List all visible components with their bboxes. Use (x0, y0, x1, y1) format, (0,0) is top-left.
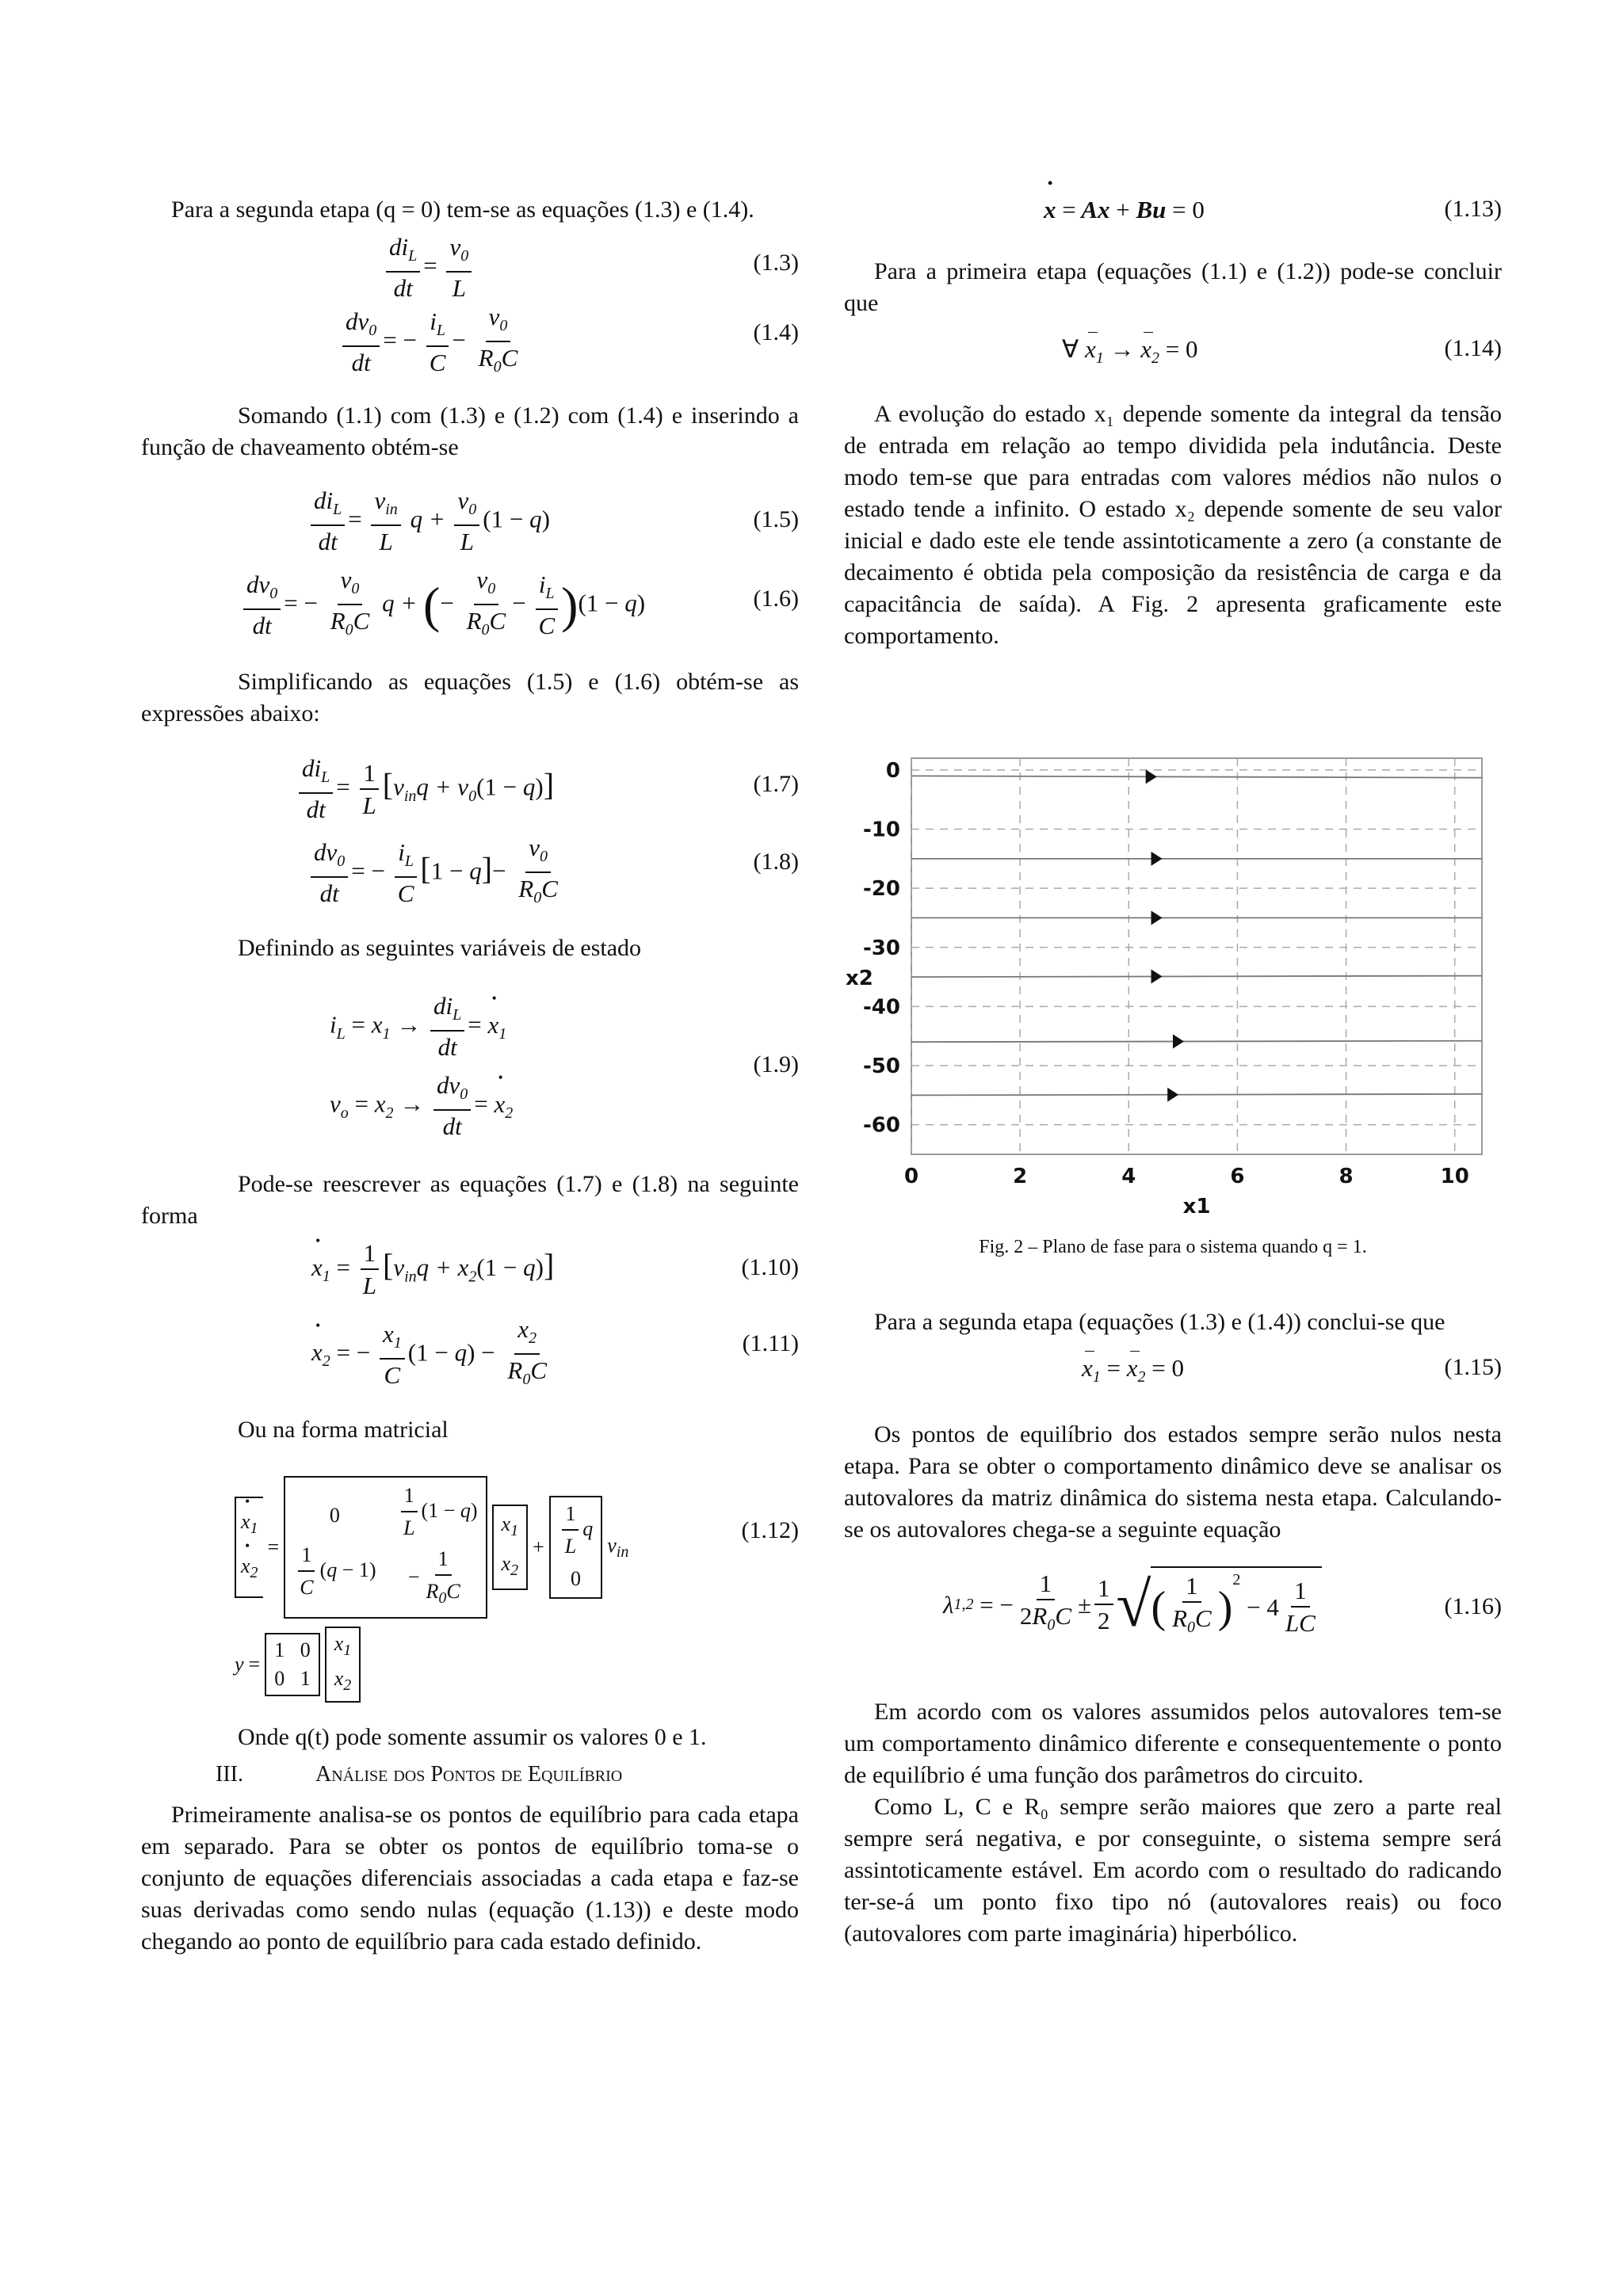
paragraph-r2: A evolução do estado x₁ depende somente da integral da tensão de entrada em relação ao tempo dividida pela indutância. Deste modo tem-se que para entradas com valores médios não nulos o estado tende a infinito. O estado x₂ depende somente de seu valor inicial e dado este ele tende assintoticamente a zero (a constante de decaimento é obtida pela composição da resistência de carga e da capacitância de saída). A Fig. 2 apresenta graficamente este comportamento. (844, 401, 1502, 649)
trajectory-arrow (1151, 910, 1163, 925)
section-number: III. (216, 1762, 243, 1787)
equation-1-11: • $x_2$ = − $\frac{x_1}{C}$ (1 − q) − $\frac{x_2}{R_0C}$ (1.11) (141, 1314, 799, 1390)
trajectory-line (911, 976, 1482, 977)
y-axis-label: x2 (846, 967, 873, 991)
equation-number: (1.7) (753, 771, 799, 797)
equation-number: (1.8) (753, 849, 799, 875)
paragraph-r3: Para a segunda etapa (equações (1.3) e (1.4)) conclui-se que (874, 1309, 1445, 1335)
trajectory-arrow (1146, 769, 1157, 784)
y-tick-label: -20 (863, 877, 900, 902)
section-title: Análise dos Pontos de Equilíbrio (315, 1762, 623, 1787)
x-tick-label: 8 (1338, 1165, 1354, 1188)
paragraph-r1: Para a primeira etapa (equações (1.1) e (1.2)) pode-se concluir que (844, 258, 1502, 316)
equation-number: (1.4) (753, 319, 799, 345)
y-tick-label: -50 (863, 1055, 900, 1079)
left-column (141, 194, 799, 1958)
paragraph-4: Definindo as seguintes variáveis de estado (238, 935, 642, 961)
equation-number: (1.10) (741, 1254, 799, 1280)
equation-1-15: $x_1 = x_2 = 0$ (1.15) (1082, 1354, 1502, 1386)
trajectory-arrow (1151, 852, 1163, 866)
equation-1-14: ∀ $x_1 \to x_2 = 0$ (1.14) (1062, 335, 1502, 368)
equation-1-12: • $x_1$ • $x_2$ = 0 $\frac{1}{C}$ (q − 1) $\frac{1}{L}$ (1 − q) − $\frac{1}{R_0C}$ $x_1$ $x_2$ + $\frac{1}{L}$ q 0 $v_{in}$ (1.12) y = 1 0 0 1 $x_1$ $x_2$ (141, 1468, 799, 1674)
section-heading (141, 1758, 799, 1793)
y-tick-label: 0 (885, 758, 900, 783)
equation-1-4: $\frac{dv_0}{dt}$ = − $\frac{i_L}{C}$ − $\frac{v_0}{R_0C}$ (1.4) (141, 302, 799, 378)
equation-1-9: $i_L = x_1$ → $\frac{di_L}{dt}$ = • $x_1$ $v_o = x_2$ → $\frac{dv_0}{dt}$ = • $x_2$ (1.9) (141, 991, 799, 1150)
trajectory-arrow (1173, 1035, 1184, 1049)
equation-number: (1.12) (741, 1517, 799, 1543)
equation-number: (1.11) (742, 1330, 799, 1356)
paragraph-2: Somando (1.1) com (1.3) e (1.2) com (1.4) e inserindo a função de chaveamento obtém-se (141, 402, 799, 460)
trajectory-arrow (1151, 969, 1163, 983)
trajectory-line (911, 776, 1482, 777)
paragraph-3: Simplificando as equações (1.5) e (1.6) obtém-se as expressões abaixo: (141, 669, 799, 727)
right-column (844, 194, 1502, 1947)
equation-number: (1.5) (753, 506, 799, 532)
equation-number: (1.14) (1444, 335, 1502, 361)
equation-number: (1.9) (753, 1051, 799, 1077)
paragraph-1: Para a segunda etapa (q = 0) tem-se as equações (1.3) e (1.4). (171, 196, 754, 223)
paragraph-7: Onde q(t) pode somente assumir os valores 0 e 1. (238, 1724, 707, 1750)
equation-1-7: $\frac{di_L}{dt}$ = $\frac{1}{L}$ $[v_{in}q + v_0(1 - q)]$ (1.7) (141, 753, 799, 833)
equation-number: (1.15) (1444, 1354, 1502, 1380)
y-tick-label: -10 (863, 818, 900, 842)
x-tick-label: 0 (903, 1165, 919, 1188)
equation-1-13: • x = Ax + Bu = 0 (1.13) (844, 194, 1502, 238)
equation-number: (1.13) (1444, 196, 1502, 222)
trajectory-line (911, 1041, 1482, 1042)
equation-number: (1.6) (753, 585, 799, 612)
x-tick-label: 4 (1121, 1165, 1136, 1188)
paragraph-r6: Como L, C e R₀ sempre serão maiores que zero a parte real sempre será negativa, e por conseguinte, o sistema sempre será assintoticamente estável. Em acordo com o resultado do radicando ter-se-á um ponto fixo tipo nó (autovalores reais) ou foco (autovalores com parte imaginária) hiperbólico. (844, 1794, 1502, 1947)
x-tick-label: 2 (1013, 1165, 1028, 1188)
equation-1-5: $\frac{di_L}{dt}$ = $\frac{v_{in}}{L}$ q + $\frac{v_0}{L}$ (1 − q) (1.5) (141, 486, 799, 565)
y-tick-label: -60 (863, 1113, 900, 1138)
x-axis-label: x1 (1182, 1195, 1211, 1219)
x-tick-label: 10 (1440, 1165, 1469, 1188)
y-tick-label: -30 (863, 936, 900, 960)
paragraph-6: Ou na forma matricial (238, 1417, 449, 1443)
figure-caption: Fig. 2 – Plano de fase para o sistema quando q = 1. (979, 1237, 1367, 1257)
trajectory-line (911, 1094, 1482, 1095)
right-lower (844, 1306, 1502, 1950)
paragraph-r4: Os pontos de equilíbrio dos estados sempre serão nulos nesta etapa. Para se obter o comportamento dinâmico deve se analisar os autovalores da matriz dinâmica do sistema nesta etapa. Calculando-se os autovalores chega-se a seguinte equação (844, 1421, 1502, 1543)
paragraph-8: Primeiramente analisa-se os pontos de equilíbrio para cada etapa em separado. Para se obter os pontos de equilíbrio toma-se o conjunto de equações diferenciais associadas a cada etapa e faz-se suas derivadas como sendo nulas (equação (1.13)) e deste modo chegando ao ponto de equilíbrio para cada estado definido. (141, 1802, 799, 1955)
equation-1-3: $\frac{di_L}{dt}$ = $\frac{v_0}{L}$ (1.3) (141, 232, 799, 302)
equation-1-6: $\frac{dv_0}{dt}$ = − $\frac{v_0}{R_0C}$ q + (− $\frac{v_0}{R_0C}$ − $\frac{i_L}{C}$ )(1 − q) (1.6) (141, 565, 799, 644)
trajectory-arrow (1167, 1088, 1178, 1102)
y-tick-label: -40 (863, 995, 900, 1020)
equation-1-10: • $x_1$ = $\frac{1}{L}$ $[v_{in}q + x_2(1 - q)]$ (1.10) (141, 1238, 799, 1314)
equation-number: (1.3) (753, 250, 799, 276)
equation-number: (1.16) (1444, 1593, 1502, 1619)
paragraph-r5: Em acordo com os valores assumidos pelos autovalores tem-se um comportamento dinâmico diferente e consequentemente o ponto de equilíbrio é uma função dos parâmetros do circuito. (844, 1699, 1502, 1788)
equation-1-8: $\frac{dv_0}{dt}$ = − $\frac{i_L}{C}$ [1 − q]− $\frac{v_0}{R_0C}$ (1.8) (141, 833, 799, 909)
paragraph-5: Pode-se reescrever as equações (1.7) e (1.8) na seguinte forma (141, 1171, 799, 1229)
equation-1-16: λ 1,2 = − $\frac{1}{2R_0C}$ ± $\frac{1}{2}$ √ ( $\frac{1}{R_0C}$ ) $^2$ − 4 $\frac{1}{LC}$ (1.16) (844, 1562, 1502, 1665)
x-tick-label: 6 (1230, 1165, 1245, 1188)
